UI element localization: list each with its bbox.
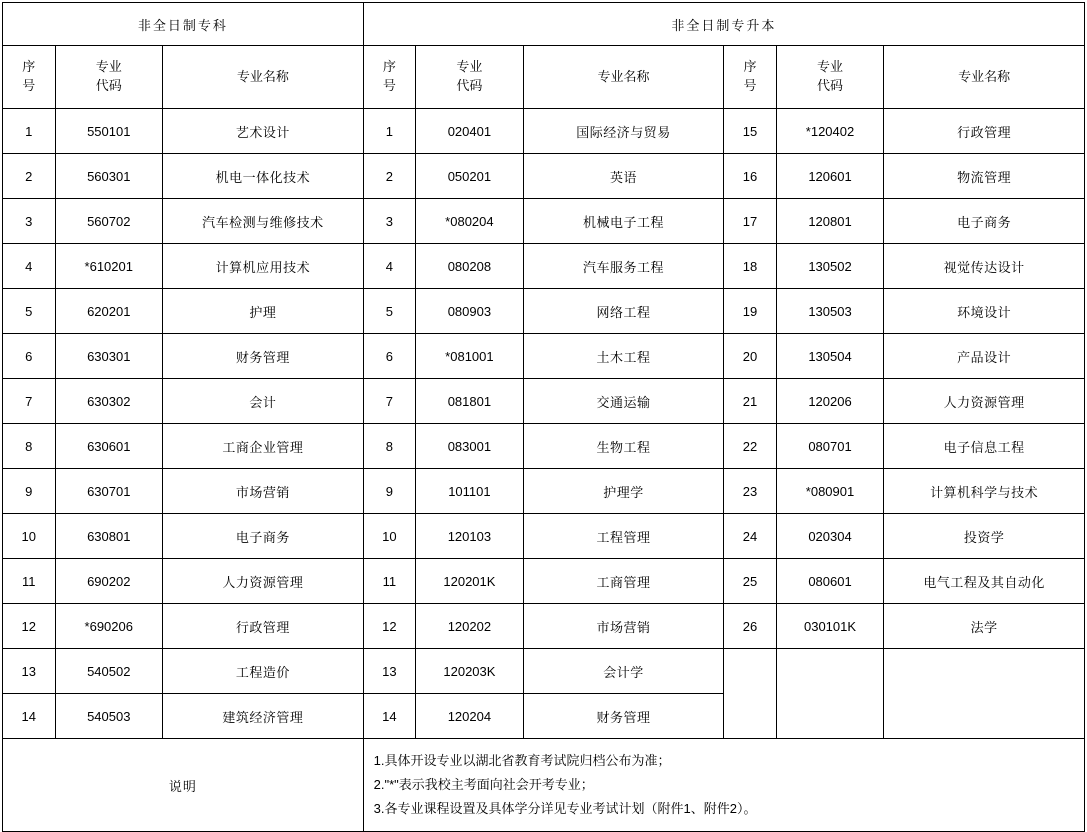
cell-code-zsb-left: *080204 xyxy=(416,199,523,244)
table-row xyxy=(3,244,1085,289)
cell-code-zsb-right: 120801 xyxy=(776,199,883,244)
cell-code-zsb-left: 120201K xyxy=(416,559,523,604)
cell-name-zsb-right: 电子商务 xyxy=(884,199,1085,244)
cell-name-zhuanke: 汽车检测与维修技术 xyxy=(163,199,364,244)
cell-name-zsb-right: 环境设计 xyxy=(884,289,1085,334)
cell-code-zhuanke: 630302 xyxy=(55,379,162,424)
cell-code-zsb-right: *080901 xyxy=(776,469,883,514)
cell-seq-zsb-left: 10 xyxy=(363,514,416,559)
table-row xyxy=(3,694,1085,739)
cell-name-zhuanke: 财务管理 xyxy=(163,334,364,379)
cell-seq-zhuanke: 7 xyxy=(3,379,56,424)
group-header-zhuanshengben: 非全日制专升本 xyxy=(363,3,1084,46)
table-row xyxy=(3,334,1085,379)
cell-seq-zhuanke: 4 xyxy=(3,244,56,289)
cell-seq-zhuanke: 9 xyxy=(3,469,56,514)
cell-seq-zsb-right: 26 xyxy=(724,604,777,649)
cell-name-zhuanke: 艺术设计 xyxy=(163,109,364,154)
cell-seq-zsb-right: 21 xyxy=(724,379,777,424)
column-header-seq: 序 号 xyxy=(363,46,416,109)
cell-empty-zsb-right xyxy=(724,649,777,694)
cell-code-zhuanke: *610201 xyxy=(55,244,162,289)
cell-name-zhuanke: 建筑经济管理 xyxy=(163,694,364,739)
note-row xyxy=(3,739,1085,832)
cell-code-zsb-right: 130502 xyxy=(776,244,883,289)
table-row xyxy=(3,109,1085,154)
cell-code-zsb-left: 080903 xyxy=(416,289,523,334)
cell-name-zhuanke: 计算机应用技术 xyxy=(163,244,364,289)
cell-seq-zsb-left: 13 xyxy=(363,649,416,694)
cell-code-zhuanke: 540502 xyxy=(55,649,162,694)
cell-seq-zsb-right: 16 xyxy=(724,154,777,199)
cell-name-zsb-right: 电子信息工程 xyxy=(884,424,1085,469)
cell-seq-zsb-left: 3 xyxy=(363,199,416,244)
table-row xyxy=(3,559,1085,604)
cell-seq-zhuanke: 1 xyxy=(3,109,56,154)
cell-seq-zsb-left: 8 xyxy=(363,424,416,469)
cell-code-zhuanke: 630301 xyxy=(55,334,162,379)
cell-code-zhuanke: 620201 xyxy=(55,289,162,334)
table-row xyxy=(3,649,1085,694)
cell-name-zsb-left: 土木工程 xyxy=(523,334,724,379)
column-header-code: 专业 代码 xyxy=(416,46,523,109)
cell-name-zsb-right: 人力资源管理 xyxy=(884,379,1085,424)
cell-code-zhuanke: 630701 xyxy=(55,469,162,514)
cell-code-zsb-right: 130503 xyxy=(776,289,883,334)
cell-name-zsb-right: 计算机科学与技术 xyxy=(884,469,1085,514)
cell-seq-zsb-right: 22 xyxy=(724,424,777,469)
cell-code-zsb-right: 080601 xyxy=(776,559,883,604)
cell-name-zsb-left: 工商管理 xyxy=(523,559,724,604)
cell-seq-zsb-right: 17 xyxy=(724,199,777,244)
cell-name-zsb-right: 法学 xyxy=(884,604,1085,649)
cell-empty-zsb-right xyxy=(884,649,1085,694)
column-header-name: 专业名称 xyxy=(163,46,364,109)
note-line: 1.具体开设专业以湖北省教育考试院归档公布为准； xyxy=(373,752,671,768)
cell-name-zsb-left: 机械电子工程 xyxy=(523,199,724,244)
cell-name-zsb-right: 电气工程及其自动化 xyxy=(884,559,1085,604)
cell-code-zsb-left: *081001 xyxy=(416,334,523,379)
cell-code-zhuanke: 560301 xyxy=(55,154,162,199)
cell-seq-zsb-left: 5 xyxy=(363,289,416,334)
column-header-name: 专业名称 xyxy=(884,46,1085,109)
cell-name-zhuanke: 电子商务 xyxy=(163,514,364,559)
cell-name-zsb-left: 英语 xyxy=(523,154,724,199)
column-header-name: 专业名称 xyxy=(523,46,724,109)
cell-code-zsb-left: 020401 xyxy=(416,109,523,154)
cell-name-zhuanke: 行政管理 xyxy=(163,604,364,649)
cell-code-zhuanke: 630801 xyxy=(55,514,162,559)
column-header-code: 专业 代码 xyxy=(55,46,162,109)
cell-code-zhuanke: *690206 xyxy=(55,604,162,649)
cell-empty-zsb-right xyxy=(724,694,777,739)
column-header-seq: 序 号 xyxy=(724,46,777,109)
major-list-table xyxy=(2,2,1085,832)
table-row xyxy=(3,469,1085,514)
table-row xyxy=(3,289,1085,334)
cell-code-zsb-left: 120203K xyxy=(416,649,523,694)
cell-seq-zsb-left: 12 xyxy=(363,604,416,649)
cell-code-zsb-left: 050201 xyxy=(416,154,523,199)
cell-seq-zhuanke: 6 xyxy=(3,334,56,379)
column-header-seq: 序 号 xyxy=(3,46,56,109)
cell-seq-zhuanke: 12 xyxy=(3,604,56,649)
cell-seq-zsb-right: 19 xyxy=(724,289,777,334)
column-header-row xyxy=(3,46,1085,109)
cell-name-zhuanke: 机电一体化技术 xyxy=(163,154,364,199)
cell-seq-zsb-left: 7 xyxy=(363,379,416,424)
cell-seq-zsb-right: 23 xyxy=(724,469,777,514)
group-header-row xyxy=(3,3,1085,46)
cell-seq-zhuanke: 11 xyxy=(3,559,56,604)
cell-code-zhuanke: 550101 xyxy=(55,109,162,154)
cell-seq-zhuanke: 3 xyxy=(3,199,56,244)
cell-name-zhuanke: 会计 xyxy=(163,379,364,424)
cell-code-zsb-right: 120601 xyxy=(776,154,883,199)
cell-name-zsb-left: 交通运输 xyxy=(523,379,724,424)
cell-code-zsb-right: 030101K xyxy=(776,604,883,649)
cell-empty-zsb-right xyxy=(776,694,883,739)
cell-name-zhuanke: 市场营销 xyxy=(163,469,364,514)
cell-seq-zhuanke: 5 xyxy=(3,289,56,334)
cell-code-zhuanke: 690202 xyxy=(55,559,162,604)
cell-name-zsb-right: 投资学 xyxy=(884,514,1085,559)
cell-name-zsb-right: 物流管理 xyxy=(884,154,1085,199)
cell-name-zsb-left: 会计学 xyxy=(523,649,724,694)
cell-code-zsb-left: 120204 xyxy=(416,694,523,739)
cell-code-zhuanke: 540503 xyxy=(55,694,162,739)
cell-code-zsb-left: 101101 xyxy=(416,469,523,514)
table-row xyxy=(3,199,1085,244)
cell-code-zsb-right: 020304 xyxy=(776,514,883,559)
cell-name-zhuanke: 工程造价 xyxy=(163,649,364,694)
cell-name-zsb-left: 护理学 xyxy=(523,469,724,514)
cell-name-zsb-left: 网络工程 xyxy=(523,289,724,334)
cell-seq-zsb-left: 2 xyxy=(363,154,416,199)
cell-seq-zsb-left: 14 xyxy=(363,694,416,739)
cell-code-zsb-left: 083001 xyxy=(416,424,523,469)
cell-name-zsb-left: 生物工程 xyxy=(523,424,724,469)
group-header-zhuanke: 非全日制专科 xyxy=(3,3,364,46)
table-row xyxy=(3,424,1085,469)
cell-seq-zhuanke: 14 xyxy=(3,694,56,739)
note-label: 说明 xyxy=(3,739,364,832)
cell-seq-zsb-left: 11 xyxy=(363,559,416,604)
cell-code-zsb-left: 080208 xyxy=(416,244,523,289)
cell-name-zsb-left: 市场营销 xyxy=(523,604,724,649)
table-row xyxy=(3,154,1085,199)
cell-name-zsb-right: 行政管理 xyxy=(884,109,1085,154)
cell-code-zsb-left: 081801 xyxy=(416,379,523,424)
cell-empty-zsb-right xyxy=(884,694,1085,739)
column-header-code: 专业 代码 xyxy=(776,46,883,109)
cell-seq-zsb-right: 24 xyxy=(724,514,777,559)
cell-name-zhuanke: 人力资源管理 xyxy=(163,559,364,604)
note-line: 3.各专业课程设置及具体学分详见专业考试计划（附件1、附件2）。 xyxy=(373,801,757,817)
note-line: 2."*"表示我校主考面向社会开考专业； xyxy=(373,776,594,792)
cell-code-zsb-left: 120202 xyxy=(416,604,523,649)
cell-seq-zsb-right: 18 xyxy=(724,244,777,289)
cell-seq-zsb-right: 25 xyxy=(724,559,777,604)
table-row xyxy=(3,604,1085,649)
cell-name-zhuanke: 工商企业管理 xyxy=(163,424,364,469)
cell-code-zhuanke: 630601 xyxy=(55,424,162,469)
cell-code-zsb-right: *120402 xyxy=(776,109,883,154)
cell-code-zsb-right: 120206 xyxy=(776,379,883,424)
cell-name-zsb-left: 工程管理 xyxy=(523,514,724,559)
cell-empty-zsb-right xyxy=(776,649,883,694)
cell-seq-zhuanke: 8 xyxy=(3,424,56,469)
cell-name-zsb-left: 财务管理 xyxy=(523,694,724,739)
cell-seq-zsb-left: 6 xyxy=(363,334,416,379)
cell-name-zsb-left: 国际经济与贸易 xyxy=(523,109,724,154)
cell-name-zsb-left: 汽车服务工程 xyxy=(523,244,724,289)
cell-name-zhuanke: 护理 xyxy=(163,289,364,334)
cell-seq-zsb-left: 9 xyxy=(363,469,416,514)
cell-seq-zsb-left: 4 xyxy=(363,244,416,289)
cell-code-zsb-right: 130504 xyxy=(776,334,883,379)
cell-seq-zhuanke: 13 xyxy=(3,649,56,694)
cell-seq-zhuanke: 10 xyxy=(3,514,56,559)
cell-seq-zhuanke: 2 xyxy=(3,154,56,199)
note-body xyxy=(363,739,1084,832)
cell-name-zsb-right: 产品设计 xyxy=(884,334,1085,379)
cell-code-zsb-right: 080701 xyxy=(776,424,883,469)
table-row xyxy=(3,514,1085,559)
cell-name-zsb-right: 视觉传达设计 xyxy=(884,244,1085,289)
cell-seq-zsb-right: 20 xyxy=(724,334,777,379)
cell-seq-zsb-left: 1 xyxy=(363,109,416,154)
cell-code-zhuanke: 560702 xyxy=(55,199,162,244)
table-row xyxy=(3,379,1085,424)
cell-code-zsb-left: 120103 xyxy=(416,514,523,559)
cell-seq-zsb-right: 15 xyxy=(724,109,777,154)
